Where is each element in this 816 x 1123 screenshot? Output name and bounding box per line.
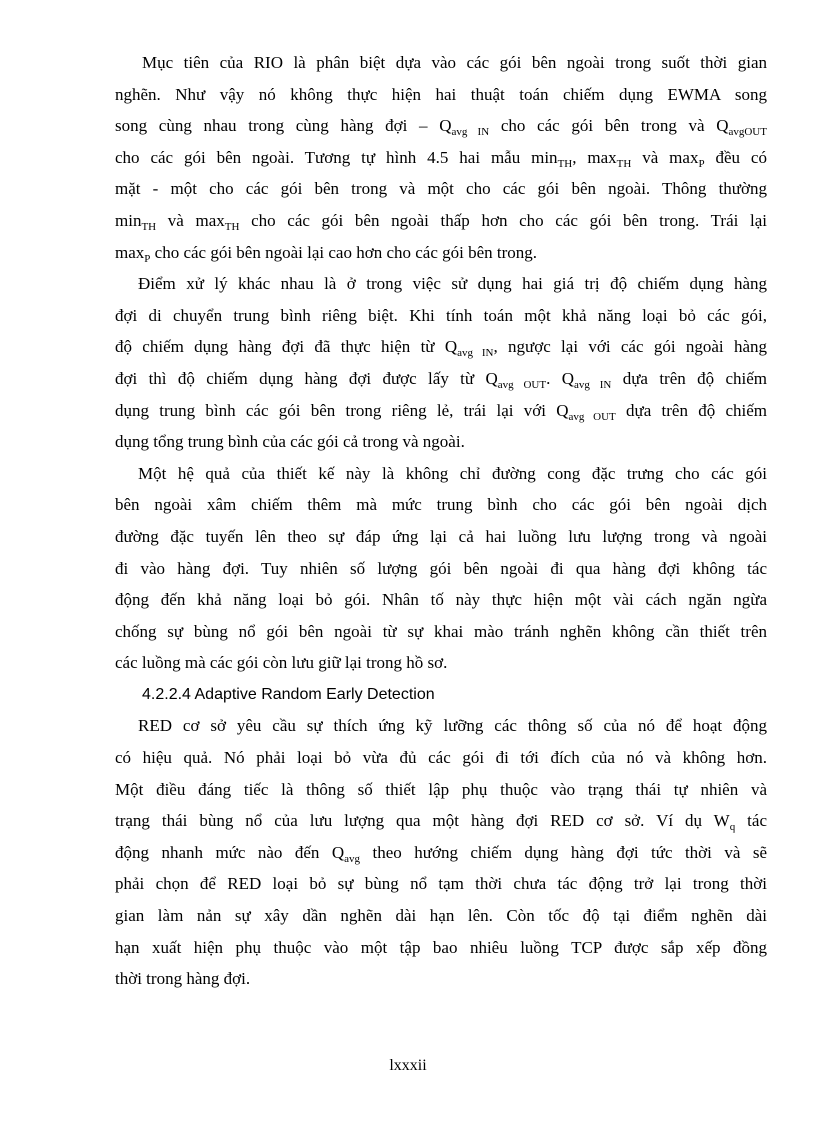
body-text bbox=[115, 47, 767, 995]
paragraph-line: độ chiếm dụng hàng đợi đã thực hiện từ $Q_{avg IN}$, ngược lại với các gói ngoài hàng bbox=[115, 337, 767, 360]
paragraph-line: Mục tiên của RIO là phân biệt dựa vào các gói bên ngoài trong suốt thời gian bbox=[142, 53, 767, 72]
paragraph-line: các luồng mà các gói còn lưu giữ lại trong hồ sơ. bbox=[115, 653, 448, 673]
paragraph-line: đợi thì độ chiếm dụng hàng đợi được lấy từ $Q_{avg OUT}$. $Q_{avg IN}$ dựa trên độ chiếm bbox=[115, 368, 768, 391]
paragraph-line: bên ngoài xâm chiếm thêm mà mức trung bình cho các gói bên ngoài dịch bbox=[115, 495, 767, 515]
paragraph-line: Điểm xử lý khác nhau là ở trong việc sử dụng hai giá trị độ chiếm dụng hàng bbox=[138, 274, 767, 294]
paragraph-line: cho các gói bên ngoài. Tương tự hình 4.5 hai mẫu $\min_{TH}$, $\max_{TH}$ và $\max_P$ đều có bbox=[115, 147, 767, 170]
paragraph-line: hạn xuất hiện phụ thuộc vào một tập bao nhiêu luồng TCP được sắp xếp đồng bbox=[115, 937, 767, 957]
paragraph-line: RED cơ sở yêu cầu sự thích ứng kỹ lưỡng các thông số của nó để hoạt động bbox=[138, 716, 767, 736]
paragraph-line: đợi di chuyển trung bình riêng biệt. Khi tính toán một khả năng loại bỏ các gói, bbox=[115, 305, 767, 325]
paragraph-line: Một hệ quả của thiết kế này là không chỉ đường cong đặc trưng cho các gói bbox=[138, 463, 767, 483]
paragraph-line: trạng thái bùng nổ của lưu lượng qua một hàng đợi RED cơ sở. Ví dụ $W_q$ tác bbox=[115, 811, 767, 834]
paragraph-line: dụng tổng trung bình của các gói cả trong và ngoài. bbox=[115, 432, 465, 452]
paragraph-line: thời trong hàng đợi. bbox=[115, 969, 251, 989]
paragraph-line: nghẽn. Như vậy nó không thực hiện hai thuật toán chiếm dụng EWMA song bbox=[115, 84, 767, 104]
paragraph-line: động nhanh mức nào đến $Q_{avg}$ theo hướng chiếm dụng hàng đợi tức thời và sẽ bbox=[115, 842, 767, 865]
paragraph-line: phải chọn để RED loại bỏ sự bùng nổ tạm thời chưa tác động trở lại trong thời bbox=[115, 874, 767, 894]
paragraph-line: chống sự bùng nổ gói bên ngoài từ sự khai mào tránh nghẽn không cần thiết trên bbox=[115, 621, 767, 641]
paragraph-line: gian làm nản sự xây dần nghẽn dài hạn lên. Còn tốc độ tại điểm nghẽn dài bbox=[115, 906, 767, 926]
paragraph-line: Một điều đáng tiếc là thông số thiết lập phụ thuộc vào trạng thái tự nhiên và bbox=[115, 779, 767, 799]
paragraph-line: có hiệu quả. Nó phải loại bỏ vừa đủ các gói đi tới đích của nó và không hơn. bbox=[115, 748, 767, 768]
page-number: lxxxii bbox=[389, 1057, 427, 1074]
paragraph-line: đường đặc tuyến lên theo sự đáp ứng lại cả hai luồng lưu lượng trong và ngoài bbox=[115, 526, 767, 546]
paragraph-line: mặt - một cho các gói bên trong và một cho các gói bên ngoài. Thông thường bbox=[115, 179, 767, 199]
section-heading: 4.2.2.4 Adaptive Random Early Detection bbox=[142, 685, 435, 703]
paragraph-line: động đến khả năng loại bỏ gói. Nhân tố này thực hiện một vài cách ngăn ngừa bbox=[115, 590, 767, 610]
paragraph-line: song cùng nhau trong cùng hàng đợi – $Q_{avg IN}$ cho các gói bên trong và $Q_{avgOUT}$ bbox=[115, 116, 767, 139]
paragraph-line: dụng trung bình các gói bên trong riêng lẻ, trái lại với $Q_{avg OUT}$ dựa trên độ chiếm bbox=[115, 400, 767, 423]
paragraph-line: $\max_P$ cho các gói bên ngoài lại cao hơn cho các gói bên trong. bbox=[115, 242, 538, 265]
paragraph-line: $\min_{TH}$ và $\max_{TH}$ cho các gói bên ngoài thấp hơn cho các gói bên trong. Trái lại bbox=[115, 210, 767, 233]
paragraph-line: đi vào hàng đợi. Tuy nhiên số lượng gói bên ngoài đi qua hàng đợi không tác bbox=[115, 558, 767, 578]
